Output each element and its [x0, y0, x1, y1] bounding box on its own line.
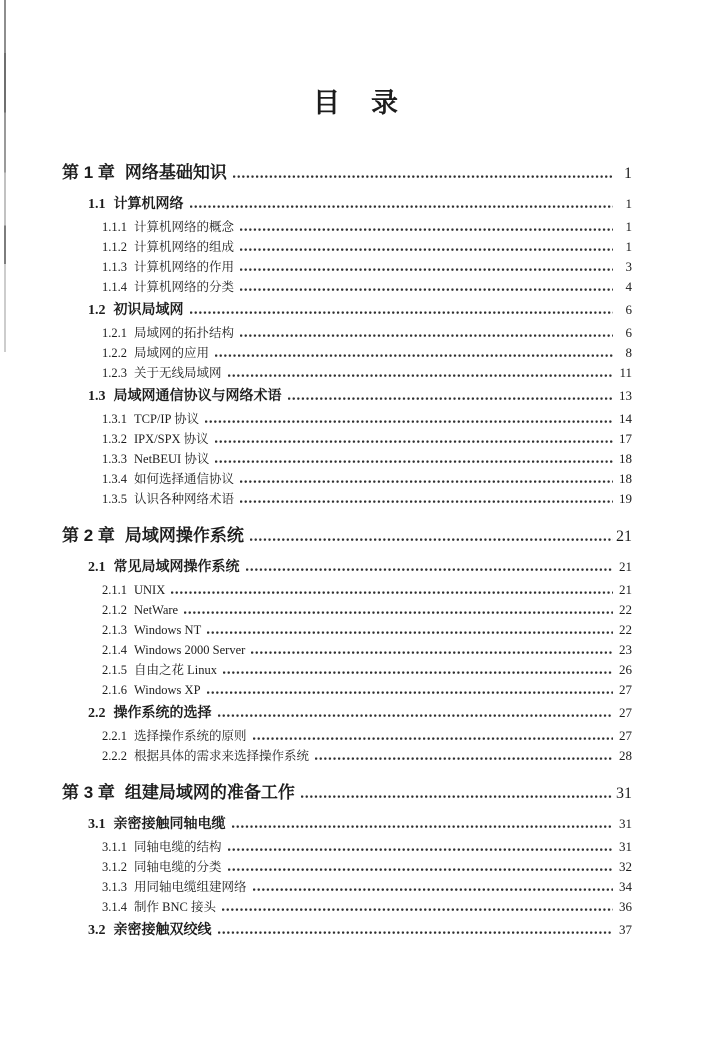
- toc-entry-page: 32: [619, 859, 632, 874]
- toc-entry-page: 21: [619, 582, 632, 597]
- dot-leader: [288, 396, 614, 400]
- toc-entry-label: 亲密接触同轴电缆: [113, 815, 226, 831]
- toc-entry-number: 2.2.1: [102, 729, 127, 743]
- toc-entry-page: 6: [625, 302, 632, 317]
- toc-entry: [0, 746, 632, 766]
- toc-entry-number: 第 1 章: [62, 163, 115, 182]
- toc-entry-number: 1.1.1: [102, 220, 127, 234]
- toc-entry-label: 计算机网络的概念: [134, 220, 235, 234]
- dot-leader: [218, 930, 614, 934]
- toc-entry-number: 2.1: [88, 560, 106, 575]
- dot-leader: [190, 204, 614, 208]
- toc-entry-label: 常见局域网操作系统: [113, 558, 240, 574]
- toc-entry-page: 3: [625, 259, 632, 274]
- toc-entry-label: 用同轴电缆组建网络: [134, 880, 247, 894]
- toc-entry-page: 22: [619, 622, 632, 637]
- toc-entry-page: 23: [619, 642, 632, 657]
- toc-entry-number: 1.3: [88, 389, 106, 404]
- toc-entry-label: 根据具体的需求来选择操作系统: [134, 749, 310, 763]
- toc-entry-label: 自由之花 Linux: [134, 663, 217, 677]
- toc-entry-number: 2.2: [88, 706, 106, 721]
- toc-entry-page: 27: [619, 682, 632, 697]
- toc-entry-label: TCP/IP 协议: [134, 412, 200, 426]
- toc-entry-page: 1: [625, 196, 632, 211]
- toc-entry-page: 14: [619, 411, 632, 426]
- dot-leader: [222, 907, 613, 911]
- toc-entry-number: 3.1.4: [102, 900, 127, 914]
- toc-entry-page: 22: [619, 602, 632, 617]
- toc-entry-number: 2.1.5: [102, 663, 127, 677]
- toc-entry: [0, 600, 632, 620]
- toc-entry-number: 2.1.3: [102, 623, 127, 637]
- toc-entry: [0, 489, 632, 509]
- toc-entry-number: 第 2 章: [62, 526, 115, 545]
- toc-entry-page: 36: [619, 899, 632, 914]
- dot-leader: [228, 373, 613, 377]
- toc-entry: [0, 680, 632, 700]
- toc-entry-label: 亲密接触双绞线: [113, 921, 212, 937]
- toc-entry-label: 初识局域网: [113, 301, 184, 317]
- dot-leader: [253, 736, 613, 740]
- toc-entry-page: 21: [619, 559, 632, 574]
- toc-entry-number: 2.1.4: [102, 643, 127, 657]
- toc-entry-label: 组建局域网的准备工作: [124, 783, 295, 802]
- dot-leader: [251, 650, 613, 654]
- toc-entry-page: 27: [619, 705, 632, 720]
- toc-entry-page: 31: [619, 816, 632, 831]
- toc-entry-label: 局域网通信协议与网络术语: [113, 387, 282, 403]
- dot-leader: [301, 794, 613, 798]
- toc-entry-page: 31: [616, 785, 632, 802]
- toc-entry-label: 制作 BNC 接头: [134, 900, 216, 914]
- toc-entry: [0, 257, 632, 277]
- toc-entry-label: Windows 2000 Server: [134, 643, 246, 657]
- dot-leader: [215, 353, 613, 357]
- toc-entry: [0, 343, 632, 363]
- toc-entry-number: 1.2.3: [102, 366, 127, 380]
- dot-leader: [223, 670, 613, 674]
- toc-entry: [0, 191, 632, 217]
- dot-leader: [240, 333, 613, 337]
- toc-entry: [0, 857, 632, 877]
- toc-entry-label: UNIX: [134, 583, 166, 597]
- toc-entry-number: 1.2.1: [102, 326, 127, 340]
- toc-entry-number: 3.1: [88, 817, 106, 832]
- toc-entry-label: 关于无线局域网: [134, 366, 222, 380]
- toc-entry-number: 1.1.3: [102, 260, 127, 274]
- dot-leader: [246, 567, 614, 571]
- toc-entry-page: 37: [619, 922, 632, 937]
- dot-leader: [240, 227, 613, 231]
- toc-entry-label: 局域网的应用: [134, 346, 210, 360]
- toc-entry: [0, 277, 632, 297]
- toc-entry-number: 1.3.2: [102, 432, 127, 446]
- toc-entry-page: 28: [619, 748, 632, 763]
- toc-entry-number: 1.3.1: [102, 412, 127, 426]
- toc-entry-page: 1: [624, 165, 632, 182]
- dot-leader: [218, 713, 614, 717]
- toc-entry-label: 局域网的拓扑结构: [134, 326, 235, 340]
- toc-entry: [0, 469, 632, 489]
- toc-entry-page: 26: [619, 662, 632, 677]
- toc-entry-page: 13: [619, 388, 632, 403]
- toc-entry-label: 同轴电缆的结构: [134, 840, 222, 854]
- toc-entry-page: 18: [619, 451, 632, 466]
- toc-entry-page: 11: [619, 365, 632, 380]
- dot-leader: [171, 590, 613, 594]
- toc-entry-page: 4: [625, 279, 632, 294]
- dot-leader: [240, 499, 613, 503]
- toc-entry-number: 1.1.2: [102, 240, 127, 254]
- toc-entry-label: 同轴电缆的分类: [134, 860, 222, 874]
- toc-entry-number: 1.3.3: [102, 452, 127, 466]
- dot-leader: [228, 867, 613, 871]
- dot-leader: [253, 887, 613, 891]
- toc-entry-label: 选择操作系统的原则: [134, 729, 247, 743]
- dot-leader: [250, 537, 613, 541]
- toc-entry-label: 认识各种网络术语: [134, 492, 235, 506]
- toc-entry-page: 8: [625, 345, 632, 360]
- toc-entry-number: 第 3 章: [62, 783, 115, 802]
- toc-entry-label: 计算机网络: [113, 195, 184, 211]
- toc-entry: [0, 150, 632, 189]
- toc-entry: [0, 237, 632, 257]
- toc-entry-page: 6: [625, 325, 632, 340]
- dot-leader: [205, 419, 613, 423]
- toc-entry-label: Windows NT: [134, 623, 202, 637]
- dot-leader: [240, 287, 613, 291]
- toc-entry-number: 2.2.2: [102, 749, 127, 763]
- toc-entry-number: 3.1.3: [102, 880, 127, 894]
- toc-entry-number: 1.3.5: [102, 492, 127, 506]
- toc-entry: [0, 726, 632, 746]
- toc-entry-page: 1: [625, 239, 632, 254]
- toc-entry: [0, 620, 632, 640]
- toc-entry-number: 3.2: [88, 923, 106, 938]
- toc-entry-label: 计算机网络的组成: [134, 240, 235, 254]
- toc-entry-label: 计算机网络的作用: [134, 260, 235, 274]
- toc-entry-label: 操作系统的选择: [113, 704, 212, 720]
- toc-entry-number: 3.1.1: [102, 840, 127, 854]
- toc-entry-page: 17: [619, 431, 632, 446]
- toc-entry-number: 1.2.2: [102, 346, 127, 360]
- toc-entry: [0, 897, 632, 917]
- dot-leader: [240, 479, 613, 483]
- toc-entry-number: 1.1: [88, 197, 106, 212]
- toc-entry-number: 3.1.2: [102, 860, 127, 874]
- toc-entry-page: 18: [619, 471, 632, 486]
- dot-leader: [184, 610, 613, 614]
- page-title: 目 录: [313, 88, 400, 118]
- toc-entry-page: 31: [619, 839, 632, 854]
- toc-entry-label: 网络基础知识: [124, 163, 227, 182]
- toc-entry-number: 1.2: [88, 303, 106, 318]
- dot-leader: [215, 459, 613, 463]
- toc-entry-label: 计算机网络的分类: [134, 280, 235, 294]
- toc-entry-number: 2.1.1: [102, 583, 127, 597]
- toc-entry: [0, 449, 632, 469]
- toc-entry: [0, 323, 632, 343]
- dot-leader: [315, 756, 613, 760]
- toc-entry-number: 2.1.6: [102, 683, 127, 697]
- toc-entry-number: 1.3.4: [102, 472, 127, 486]
- dot-leader: [228, 847, 613, 851]
- toc-entry-number: 1.1.4: [102, 280, 127, 294]
- toc-entry-label: 局域网操作系统: [124, 526, 244, 545]
- toc-entry-label: 如何选择通信协议: [134, 472, 235, 486]
- toc-entry: [0, 837, 632, 857]
- toc-entry: [0, 770, 632, 809]
- dot-leader: [232, 824, 614, 828]
- toc-entry: [0, 811, 632, 837]
- toc-entry-page: 27: [619, 728, 632, 743]
- toc-entry: [0, 580, 632, 600]
- toc-entry: [0, 554, 632, 580]
- toc-entry-label: NetBEUI 协议: [134, 452, 210, 466]
- toc-entry-number: 2.1.2: [102, 603, 127, 617]
- dot-leader: [215, 439, 613, 443]
- toc-entry: [0, 513, 632, 552]
- toc-entry: [0, 700, 632, 726]
- toc-entry: [0, 217, 632, 237]
- toc-list: [0, 150, 713, 943]
- dot-leader: [207, 630, 613, 634]
- toc-entry: [0, 383, 632, 409]
- dot-leader: [233, 174, 613, 178]
- toc-entry: [0, 429, 632, 449]
- toc-entry: [0, 640, 632, 660]
- toc-entry: [0, 917, 632, 943]
- toc-entry: [0, 409, 632, 429]
- dot-leader: [190, 310, 614, 314]
- toc-entry: [0, 660, 632, 680]
- toc-entry-page: 1: [625, 219, 632, 234]
- toc-entry-label: IPX/SPX 协议: [134, 432, 209, 446]
- toc-entry-page: 34: [619, 879, 632, 894]
- toc-entry-label: Windows XP: [134, 683, 201, 697]
- dot-leader: [240, 267, 613, 271]
- dot-leader: [240, 247, 613, 251]
- toc-entry: [0, 363, 632, 383]
- toc-entry: [0, 297, 632, 323]
- toc-entry: [0, 877, 632, 897]
- dot-leader: [207, 690, 613, 694]
- toc-entry-page: 19: [619, 491, 632, 506]
- scan-binding-artifact: [4, 0, 6, 352]
- toc-entry-page: 21: [616, 528, 632, 545]
- toc-entry-label: NetWare: [134, 603, 179, 617]
